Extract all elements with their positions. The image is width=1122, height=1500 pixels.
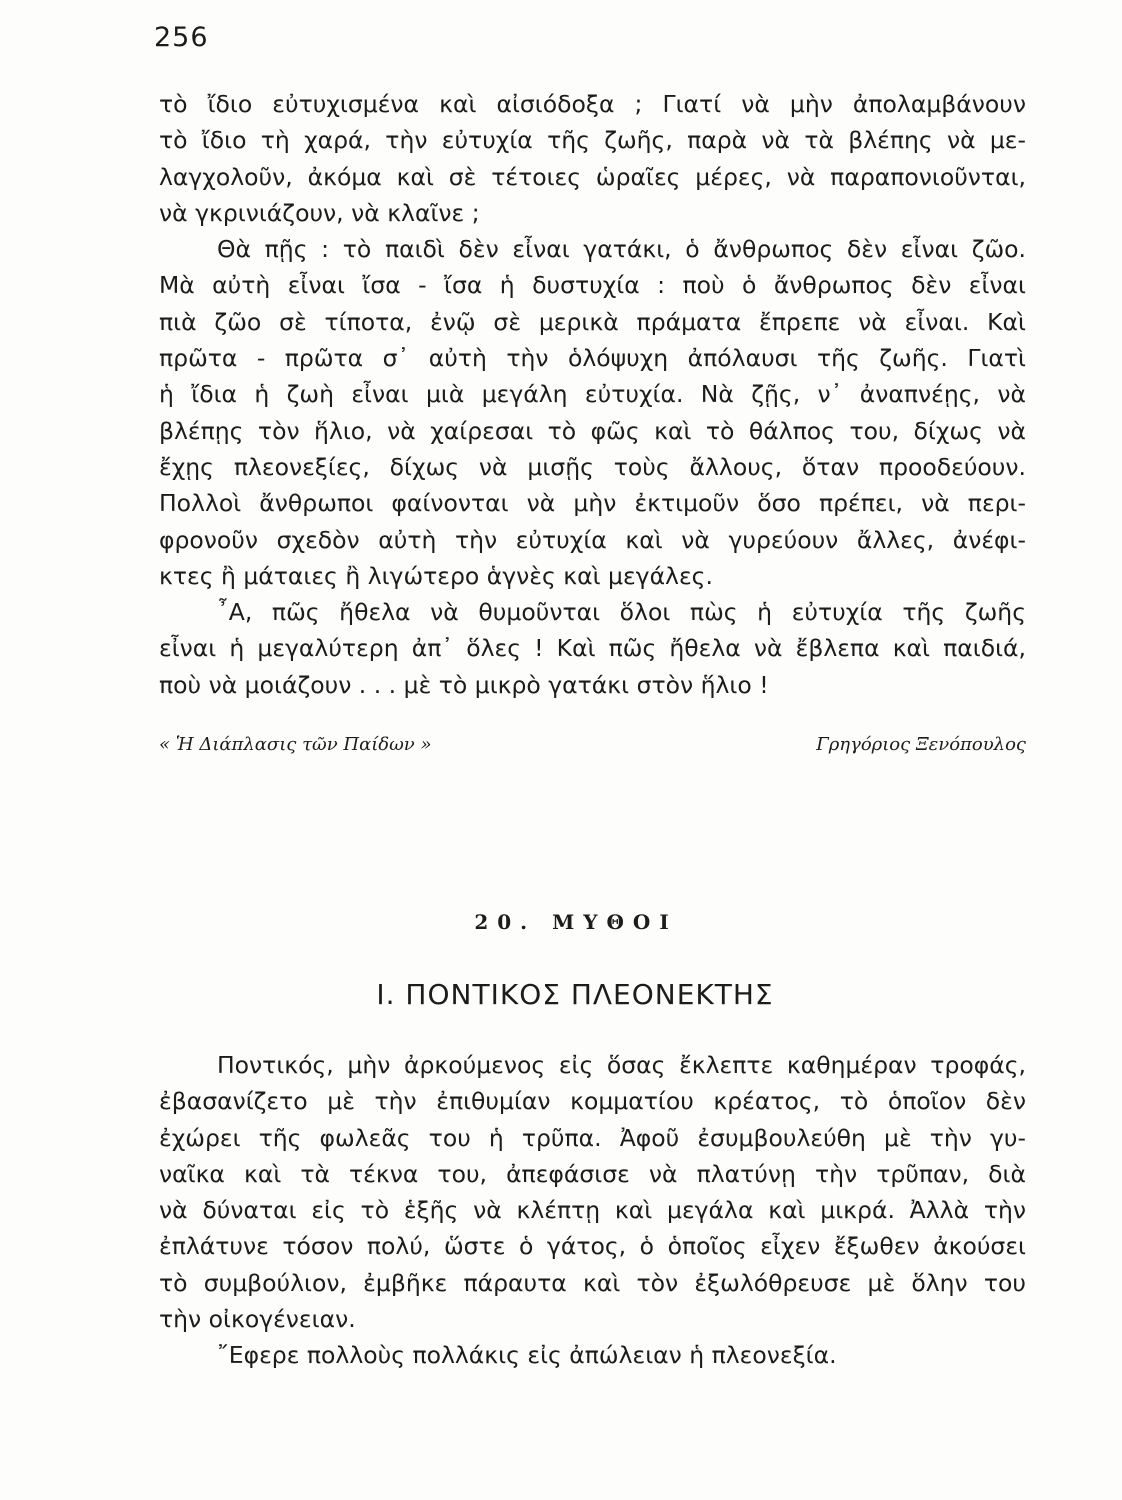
text-line: ποὺ νὰ μοιάζουν . . . μὲ τὸ μικρὸ γατάκι στὸν ἥλιο ! bbox=[159, 670, 769, 699]
text-line: βλέπῃς τὸν ἥλιο, νὰ χαίρεσαι τὸ φῶς καὶ τὸ θάλπος του, δίχως νὰ bbox=[159, 416, 1026, 445]
text-line: ἐβασανίζετο μὲ τὴν ἐπιθυμίαν κομματίου κρέατος, τὸ ὁποῖον δὲν bbox=[159, 1087, 1026, 1116]
text-line: Ποντικός, μὴν ἀρκούμενος εἰς ὅσας ἔκλεπτε καθημέραν τροφάς, bbox=[217, 1051, 1026, 1079]
source-citation: « Ἡ Διάπλασις τῶν Παίδων » bbox=[159, 734, 432, 755]
chapter-title: 20. ΜΥΘΟΙ bbox=[474, 910, 678, 934]
text-line: Μὰ αὐτὴ εἶναι ἴσα - ἴσα ἡ δυστυχία : ποὺ ὁ ἄνθρωπος δὲν εἶναι bbox=[159, 271, 1026, 300]
text-line: λαγχολοῦν, ἀκόμα καὶ σὲ τέτοιες ὡραῖες μέρες, νὰ παραπονιοῦνται, bbox=[159, 162, 1026, 191]
story-text bbox=[159, 1047, 1026, 1374]
text-line: νὰ δύναται εἰς τὸ ἑξῆς νὰ κλέπτῃ καὶ μεγάλα καὶ μικρά. Ἀλλὰ τὴν bbox=[159, 1196, 1026, 1225]
story-title: Ι. ΠΟΝΤΙΚΟΣ ΠΛΕΟΝΕΚΤΗΣ bbox=[376, 978, 774, 1011]
excerpt-text bbox=[159, 86, 1026, 703]
text-line: τὸ συμβούλιον, ἐμβῆκε πάραυτα καὶ τὸν ἐξωλόθρευσε μὲ ὅλην του bbox=[159, 1268, 1026, 1297]
text-line: ἐπλάτυνε τόσον πολύ, ὥστε ὁ γάτος, ὁ ὁποῖος εἶχεν ἔξωθεν ἀκούσει bbox=[159, 1232, 1026, 1261]
text-line: κτες ἢ μάταιες ἢ λιγώτερο ἁγνὲς καὶ μεγάλες. bbox=[159, 561, 713, 590]
text-line: ναῖκα καὶ τὰ τέκνα του, ἀπεφάσισε νὰ πλατύνῃ τὴν τρῦπαν, διὰ bbox=[159, 1159, 1026, 1188]
text-line: ῏Α, πῶς ἤθελα νὰ θυμοῦνται ὅλοι πὼς ἡ εὐτυχία τῆς ζωῆς bbox=[217, 598, 1026, 627]
text-line: νὰ γκρινιάζουν, νὰ κλαῖνε ; bbox=[159, 198, 480, 227]
text-line: τὴν οἰκογένειαν. bbox=[159, 1305, 356, 1334]
text-line: ἔχῃς πλεονεξίες, δίχως νὰ μισῇς τοὺς ἄλλους, ὅταν προοδεύουν. bbox=[159, 452, 1026, 481]
text-line: Θὰ πῇς : τὸ παιδὶ δὲν εἶναι γατάκι, ὁ ἄνθρωπος δὲν εἶναι ζῶο. bbox=[217, 235, 1026, 264]
text-line: τὸ ἴδιο εὐτυχισμένα καὶ αἰσιόδοξα ; Γιατί νὰ μὴν ἀπολαμβάνουν bbox=[159, 90, 1026, 118]
moral-line: ῎Εφερε πολλοὺς πολλάκις εἰς ἀπώλειαν ἡ πλεονεξία. bbox=[217, 1341, 837, 1370]
author-name: Γρηγόριος Ξενόπουλος bbox=[816, 734, 1026, 755]
text-line: φρονοῦν σχεδὸν αὐτὴ τὴν εὐτυχία καὶ νὰ γυρεύουν ἄλλες, ἀνέφι- bbox=[159, 525, 1026, 554]
page-number: 256 bbox=[154, 22, 209, 53]
text-line: τὸ ἴδιο τὴ χαρά, τὴν εὐτυχία τῆς ζωῆς, παρὰ νὰ τὰ βλέπης νὰ με- bbox=[159, 126, 1026, 155]
text-line: πρῶτα - πρῶτα σ᾿ αὐτὴ τὴν ὁλόψυχη ἀπόλαυσι τῆς ζωῆς. Γιατὶ bbox=[159, 344, 1026, 373]
attribution bbox=[159, 734, 1026, 755]
text-line: Πολλοὶ ἄνθρωποι φαίνονται νὰ μὴν ἐκτιμοῦν ὅσο πρέπει, νὰ περι- bbox=[159, 489, 1026, 518]
text-line: πιὰ ζῶο σὲ τίποτα, ἐνῷ σὲ μερικὰ πράματα ἔπρεπε νὰ εἶναι. Καὶ bbox=[159, 307, 1026, 336]
text-line: ἐχώρει τῆς φωλεᾶς του ἡ τρῦπα. Ἀφοῦ ἐσυμβουλεύθη μὲ τὴν γυ- bbox=[159, 1123, 1026, 1152]
text-line: ἡ ἴδια ἡ ζωὴ εἶναι μιὰ μεγάλη εὐτυχία. Νὰ ζῇς, ν᾿ ἀναπνέῃς, νὰ bbox=[159, 380, 1026, 409]
text-line: εἶναι ἡ μεγαλύτερη ἀπ᾿ ὅλες ! Καὶ πῶς ἤθελα νὰ ἔβλεπα καὶ παιδιά, bbox=[159, 634, 1026, 663]
